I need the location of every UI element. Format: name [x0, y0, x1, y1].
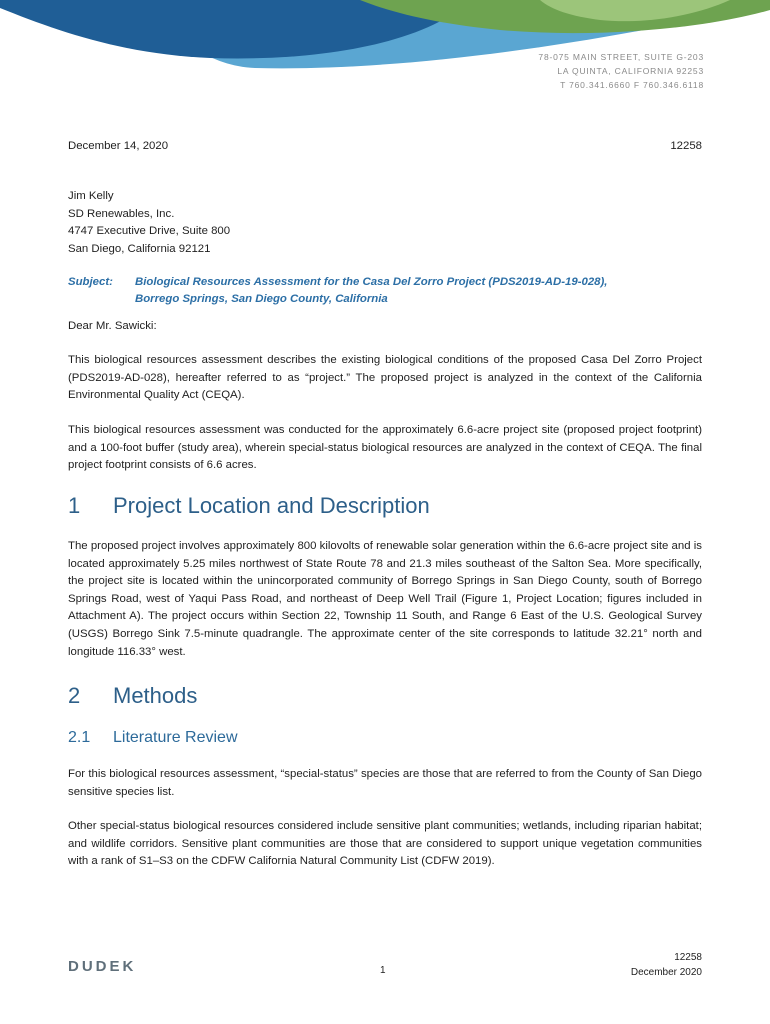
- section-2-number: 2: [68, 683, 81, 708]
- dudek-logo: DUDEK: [68, 958, 137, 975]
- page-number: 1: [380, 965, 386, 976]
- intro-paragraph-1: This biological resources assessment describes the existing biological conditions of the proposed Casa Del Zorro Project (PDS2019-AD-028), hereafter referred to as “project.” The proposed project is analyzed in the context of the California Environmental Quality Act (CEQA).: [68, 354, 702, 402]
- salutation: Dear Mr. Sawicki:: [68, 320, 157, 332]
- literature-paragraph-2: Other special-status biological resources considered include sensitive plant communities; wetlands, including riparian habitat; and wildlife corridors. Sensitive plant communities are those that are considered to support unique vegetation communities with a rank of S1–S3 on the CDFW California Natural Community List (CDFW 2019).: [68, 820, 702, 868]
- phone-fax-line: T 760.341.6660 F 760.346.6118: [560, 80, 704, 90]
- recipient-street: 4747 Executive Drive, Suite 800: [68, 225, 231, 238]
- subject-line-1: Biological Resources Assessment for the Casa Del Zorro Project (PDS2019-AD-19-028),: [135, 276, 608, 288]
- recipient-name: Jim Kelly: [68, 190, 114, 202]
- section-2-title: Methods: [113, 683, 198, 708]
- project-number: 12258: [670, 140, 702, 152]
- recipient-city: San Diego, California 92121: [68, 242, 211, 255]
- subsection-2-1-title: Literature Review: [113, 729, 238, 746]
- intro-paragraph-2: This biological resources assessment was conducted for the approximately 6.6-acre project site (proposed project footprint) and a 100-foot buffer (study area), wherein special-status biological resources are analyzed in the context of CEQA. The final project footprint consists of 6.6 acres.: [68, 424, 702, 472]
- section-1-title: Project Location and Description: [113, 493, 430, 518]
- recipient-company: SD Renewables, Inc.: [68, 207, 175, 220]
- recipient-block: [68, 188, 702, 258]
- subject-text: [135, 274, 695, 308]
- subject-label: Subject:: [68, 276, 113, 288]
- literature-paragraph-1: For this biological resources assessment, “special-status” species are those that are referred to from the County of San Diego sensitive species list.: [68, 768, 702, 798]
- footer-project-number: 12258: [674, 952, 702, 963]
- letter-date: December 14, 2020: [68, 140, 169, 152]
- address-line-1: 78-075 MAIN STREET, SUITE G-203: [538, 52, 704, 62]
- subsection-2-1-number: 2.1: [68, 729, 91, 746]
- section-1-paragraph: The proposed project involves approximately 800 kilovolts of renewable solar generation within the 6.6-acre project site and is located approximately 5.25 miles northwest of State Route 78 and 21.3 miles southeast of the Salton Sea. More specifically, the project site is located within the unincorporated community of Borrego Springs in San Diego County, south of Borrego Springs Road, west of Yaqui Pass Road, and northeast of Deep Well Trail (Figure 1, Project Location; figures included in Attachment A). The project occurs within Section 22, Township 11 South, and Range 6 East of the U.S. Geological Survey (USGS) Borrego Sink 7.5-minute quadrangle. The approximate center of the site corresponds to latitude 32.21° north and longitude 116.33° west.: [68, 540, 702, 658]
- footer-date: December 2020: [630, 967, 702, 978]
- section-1-number: 1: [68, 493, 81, 518]
- footer-project-info: [631, 950, 702, 980]
- address-line-2: LA QUINTA, CALIFORNIA 92253: [557, 66, 704, 76]
- subject-line-2: Borrego Springs, San Diego County, California: [135, 293, 388, 305]
